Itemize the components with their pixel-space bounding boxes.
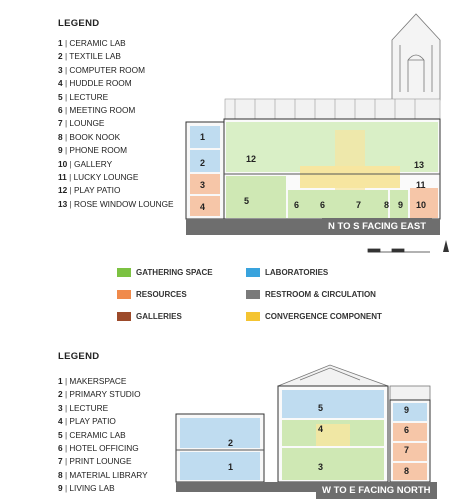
left-wing-west xyxy=(176,414,264,482)
legend-item: 1 | MAKERSPACE xyxy=(58,376,127,386)
section-label: 5 xyxy=(318,403,324,413)
section-label: 7 xyxy=(404,445,410,455)
section-caption-top: N TO S FACING EAST xyxy=(322,218,432,235)
section-label: 6 xyxy=(320,200,326,210)
legend-item: 3 | LECTURE xyxy=(58,402,109,413)
legend-item: 10 | GALLERY xyxy=(58,158,113,169)
section-label: 1 xyxy=(200,132,206,142)
chapel xyxy=(278,386,388,482)
section-label: 10 xyxy=(416,200,427,210)
section-label: 4 xyxy=(318,424,324,434)
section-label: 4 xyxy=(200,202,206,212)
section-label: 7 xyxy=(356,200,362,210)
legend-item: 5 | LECTURE xyxy=(58,91,109,102)
section-label: 2 xyxy=(228,438,234,448)
section-label: 13 xyxy=(414,160,425,170)
section-label: 5 xyxy=(244,196,250,206)
legend-item: 2 | TEXTILE LAB xyxy=(58,51,121,62)
legend-item: 6 | HOTEL OFFICING xyxy=(58,443,139,454)
legend-item: 9 | LIVING LAB xyxy=(58,483,115,494)
legend-item: 1 | CERAMIC LAB xyxy=(58,38,126,48)
legend-item: 7 | LOUNGE xyxy=(58,118,105,129)
section-label: 3 xyxy=(200,180,206,190)
legend-item: 9 | PHONE ROOM xyxy=(58,145,128,156)
section-label: 6 xyxy=(294,200,300,210)
right-wing-east xyxy=(390,400,430,482)
section-label: 9 xyxy=(404,405,410,415)
legend-item: 13 | ROSE WINDOW LOUNGE xyxy=(58,198,174,209)
legend-item: 7 | PRINT LOUNGE xyxy=(58,456,132,467)
section-label: 6 xyxy=(404,425,410,435)
section-label: 11 xyxy=(416,180,426,190)
legend-item: 5 | CERAMIC LAB xyxy=(58,429,126,440)
legend-item: 3 | COMPUTER ROOM xyxy=(58,64,145,75)
legend-item: 2 | PRIMARY STUDIO xyxy=(58,389,141,400)
section-caption-bottom: W TO E FACING NORTH xyxy=(316,482,437,499)
section-label: 8 xyxy=(384,200,390,210)
legend-title-top: LEGEND xyxy=(58,18,100,29)
legend-item: 4 | PLAY PATIO xyxy=(58,416,116,427)
legend-item: 8 | BOOK NOOK xyxy=(58,131,121,142)
legend-item: 8 | MATERIAL LIBRARY xyxy=(58,469,148,480)
legend-item: 6 | MEETING ROOM xyxy=(58,105,136,116)
legend-item: 12 | PLAY PATIO xyxy=(58,185,121,196)
section-label: 2 xyxy=(200,158,206,168)
key-item-resources: RESOURCES xyxy=(117,290,187,299)
section-label: 9 xyxy=(398,200,404,210)
section-label: 1 xyxy=(228,462,234,472)
legend-title-bottom: LEGEND xyxy=(58,351,100,362)
key-item-convergence: CONVERGENCE COMPONENT xyxy=(246,312,382,321)
key-item-laboratories: LABORATORIES xyxy=(246,268,328,277)
section-label: 3 xyxy=(318,462,324,472)
legend-item: 11 | LUCKY LOUNGE xyxy=(58,172,139,183)
key-item-gathering: GATHERING SPACE xyxy=(117,268,213,277)
key-item-galleries: GALLERIES xyxy=(117,312,182,321)
section-label: 8 xyxy=(404,466,410,476)
legend-item: 4 | HUDDLE ROOM xyxy=(58,78,132,89)
section-label: 12 xyxy=(246,154,257,164)
key-item-restroom: RESTROOM & CIRCULATION xyxy=(246,290,376,299)
